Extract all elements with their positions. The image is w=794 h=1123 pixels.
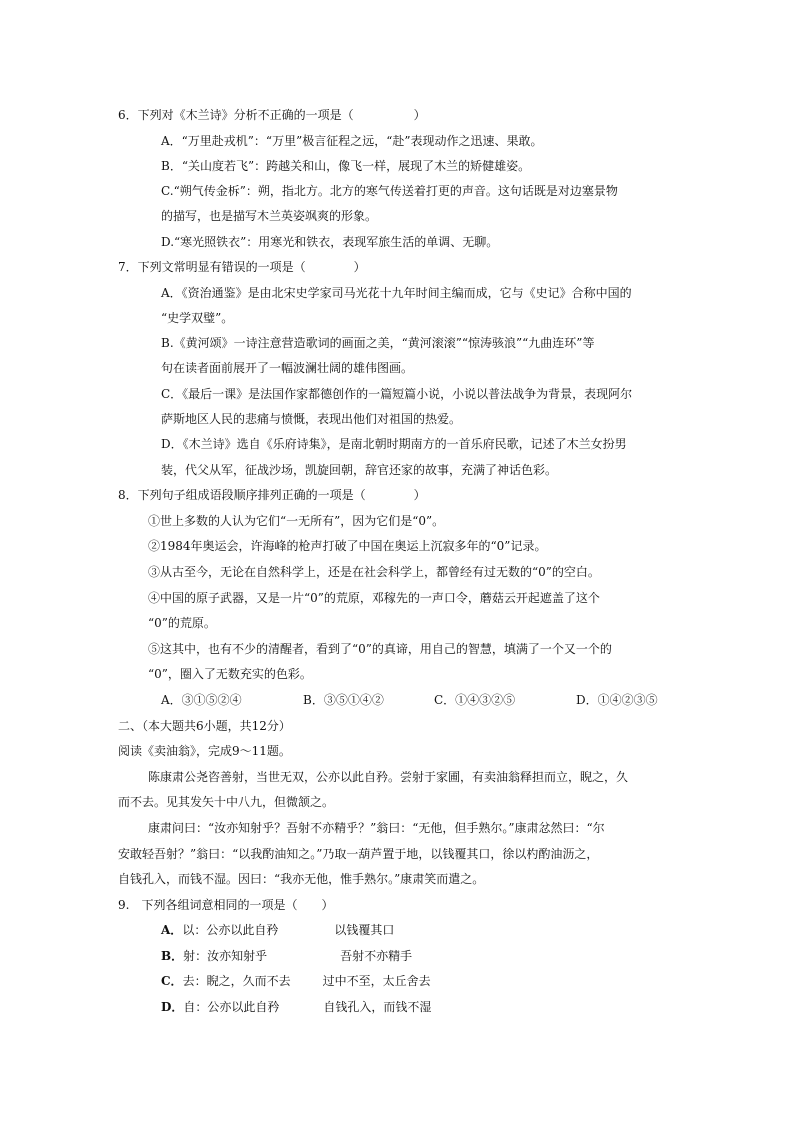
passage-p2-line1: 康肃问曰：“汝亦知射乎？吾射不亦精乎？”翁曰：“无他，但手熟尔。”康肃忿然曰：“尔 [148, 821, 605, 835]
section-2-title: 二、（本大题共6小题，共12分） [118, 719, 291, 733]
passage-p2-line3: 自钱孔入，而钱不湿。因曰：“我亦无他，惟手熟尔。”康肃笑而遣之。 [118, 872, 485, 886]
q8-option-c: C．①④③②⑤ [434, 693, 516, 707]
q6-stem: 6．下列对《木兰诗》分析不正确的一项是（ ） [118, 108, 426, 122]
passage-p1-line1: 陈康肃公尧咨善射，当世无双，公亦以此自矜。尝射于家圃，有卖油翁释担而立，睨之，久 [148, 770, 629, 784]
q9-option-d-left: 自：公亦以此自矜 [183, 1000, 280, 1014]
q7-option-d-line2: 装，代父从军，征战沙场，凯旋回朝，辞官还家的故事，充满了神话色彩。 [161, 463, 558, 477]
q6-option-d: D.“寒光照铁衣”：用寒光和铁衣，表现军旅生活的单调、无聊。 [161, 235, 499, 249]
q9-option-a-right: 以钱覆其口 [334, 923, 395, 937]
q6-option-b: B．“关山度若飞”：跨越关和山，像飞一样，展现了木兰的矫健雄姿。 [161, 159, 531, 173]
q8-stem: 8．下列句子组成语段顺序排列正确的一项是（ ） [118, 488, 426, 502]
q9-option-c-label: C． [161, 974, 183, 988]
q9-option-b [161, 948, 412, 964]
q7-option-b-line2: 句在读者面前展开了一幅波澜壮阔的雄伟图画。 [161, 361, 414, 375]
q9-option-a [161, 922, 394, 938]
q8-sentence-1: ①世上多数的人认为它们“一无所有”，因为它们是“0”。 [148, 514, 445, 528]
section-2-intro: 阅读《卖油翁》，完成9～11题。 [118, 744, 291, 758]
q6-option-c-line2: 的描写，也是描写木兰英姿飒爽的形象。 [161, 209, 378, 223]
q7-stem: 7．下列文常明显有错误的一项是（ ） [118, 260, 366, 274]
q8-sentence-5-line2: “0”，圈入了无数充实的色彩。 [148, 667, 312, 681]
q9-option-d-label: D． [161, 1000, 184, 1014]
q7-option-c-line1: C．《最后一课》是法国作家都德创作的一篇短篇小说，小说以普法战争为背景，表现阿尔 [161, 387, 633, 401]
q9-option-a-label: A． [161, 923, 183, 937]
q9-option-b-label: B． [161, 949, 184, 963]
q8-options [161, 692, 658, 708]
passage-p1-line2: 而不去。见其发矢十中八九，但微颔之。 [118, 795, 335, 809]
q8-sentence-4-line2: “0”的荒原。 [148, 616, 216, 630]
q9-option-a-left: 以：公亦以此自矜 [182, 923, 279, 937]
q8-option-b: B．③⑤①④② [303, 693, 384, 707]
q7-option-a-line2: “史学双璧”。 [161, 311, 234, 325]
q9-option-b-left: 射：汝亦知射乎 [183, 949, 268, 963]
q9-stem: 9. 下列各组词意相同的一项是（ ） [118, 898, 334, 912]
q6-option-a: A．“万里赴戎机”：“万里”极言征程之远，“赴”表现动作之迅速、果敢。 [161, 134, 543, 148]
q8-sentence-5-line1: ⑤这其中，也有不少的清醒者，看到了“0”的真谛，用自己的智慧，填满了一个又一个的 [148, 642, 612, 656]
q8-option-a: A．③①⑤②④ [161, 693, 242, 707]
q7-option-d-line1: D．《木兰诗》选自《乐府诗集》，是南北朝时期南方的一首乐府民歌，记述了木兰女扮男 [161, 437, 627, 451]
q9-option-d-right: 自钱孔入，而钱不湿 [323, 1000, 432, 1014]
q9-option-c-right: 过中不至，太丘舍去 [322, 974, 431, 988]
q9-option-c-left: 去：睨之，久而不去 [182, 974, 291, 988]
q9-option-d [161, 999, 431, 1015]
q6-option-c-line1: C.“朔气传金柝”：朔，指北方。北方的寒气传送着打更的声音。这句话既是对边塞景物 [161, 184, 618, 198]
q7-option-c-line2: 萨斯地区人民的悲痛与愤慨，表现出他们对祖国的热爱。 [161, 412, 462, 426]
q8-option-d: D．①④②③⑤ [576, 693, 658, 707]
q8-sentence-4-line1: ④中国的原子武器，又是一片“0”的荒原，邓稼先的一声口令，蘑菇云开起遮盖了这个 [148, 591, 600, 605]
q8-sentence-3: ③从古至今，无论在自然科学上，还是在社会科学上，都曾经有过无数的“0”的空白。 [148, 565, 600, 579]
q9-option-c [161, 973, 431, 989]
q9-option-b-right: 吾射不亦精手 [340, 949, 413, 963]
q7-option-a-line1: A．《资治通鉴》是由北宋史学家司马光花十九年时间主编而成，它与《史记》合称中国的 [161, 286, 632, 300]
q7-option-b-line1: B.《黄河颂》一诗注意营造歌词的画面之美，“黄河滚滚”“惊涛骇浪”“九曲连环”等 [161, 336, 595, 350]
q8-sentence-2: ②1984年奥运会，许海峰的枪声打破了中国在奥运上沉寂多年的“0”记录。 [148, 539, 547, 553]
passage-p2-line2: 安敢轻吾射？”翁曰：“以我酌油知之。”乃取一葫芦置于地，以钱覆其口，徐以杓酌油沥之， [118, 847, 599, 861]
